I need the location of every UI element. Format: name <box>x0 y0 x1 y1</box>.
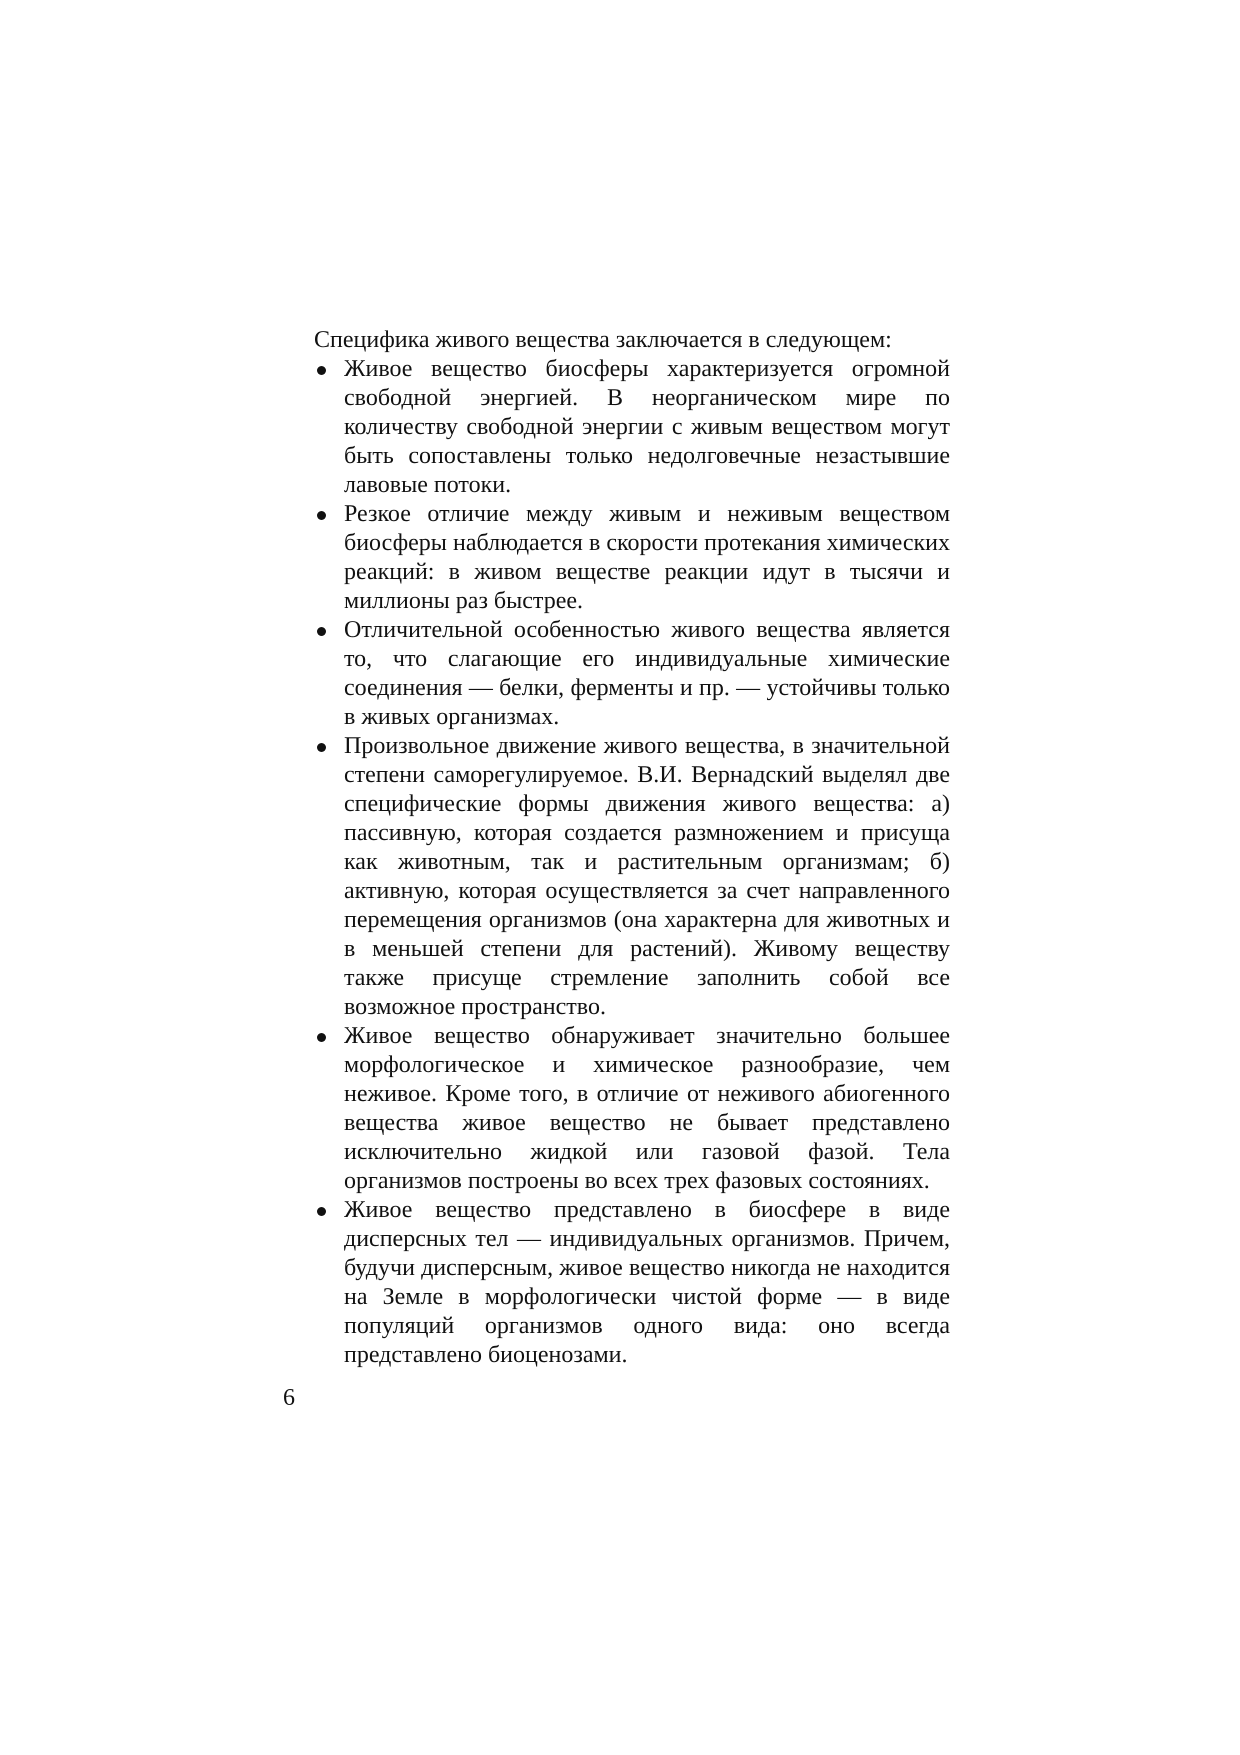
list-item-text: Живое вещество биосферы характеризуется огромной свободной энергией. В неорганическом мире по количеству свободной энергии с живым веществом могут быть сопоставлены только недолговечные незастывшие лавовые потоки. <box>344 356 950 498</box>
list-item <box>314 500 950 616</box>
list-item <box>314 616 950 732</box>
page-number: 6 <box>283 1385 295 1411</box>
bullet-icon <box>317 627 326 636</box>
list-item-text: Резкое отличие между живым и неживым веществом биосферы наблюдается в скорости протекания химических реакций: в живом веществе реакции идут в тысячи и миллионы раз быстрее. <box>344 501 950 614</box>
bullet-icon <box>317 1033 326 1042</box>
bullet-icon <box>317 1207 326 1216</box>
list-item-text: Произвольное движение живого вещества, в значительной степени саморегулируемое. В.И. Вернадский выделял две специфические формы движения живого вещества: а) пассивную, которая создается размножением и присуща как животным, так и растительным организмам; б) активную, которая осуществляется за счет направленного перемещения организмов (она характерна для животных и в меньшей степени для растений). Живому веществу также присуще стремление заполнить собой все возможное пространство. <box>344 733 950 1020</box>
list-item <box>314 355 950 500</box>
bullet-icon <box>317 511 326 520</box>
intro-paragraph: Специфика живого вещества заключается в следующем: <box>314 327 892 353</box>
bullet-icon <box>317 366 326 375</box>
list-item <box>314 732 950 1022</box>
list-item-text: Живое вещество представлено в биосфере в виде дисперсных тел — индивидуальных организмов. Причем, будучи дисперсным, живое вещество никогда не находится на Земле в морфологически чистой форме — в виде популяций организмов одного вида: оно всегда представлено биоценозами. <box>344 1197 950 1368</box>
bullet-icon <box>317 743 326 752</box>
characteristics-list <box>314 355 950 1370</box>
page-body-text <box>314 326 950 1370</box>
list-item-text: Живое вещество обнаруживает значительно большее морфологическое и химическое разнообразие, чем неживое. Кроме того, в отличие от неживого абиогенного вещества живое вещество не бывает представлено исключительно жидкой или газовой фазой. Тела организмов построены во всех трех фазовых состояниях. <box>344 1023 950 1194</box>
list-item-text: Отличительной особенностью живого вещества является то, что слагающие его индивидуальные химические соединения — белки, ферменты и пр. — устойчивы только в живых организмах. <box>344 617 950 730</box>
list-item <box>314 1196 950 1370</box>
list-item <box>314 1022 950 1196</box>
